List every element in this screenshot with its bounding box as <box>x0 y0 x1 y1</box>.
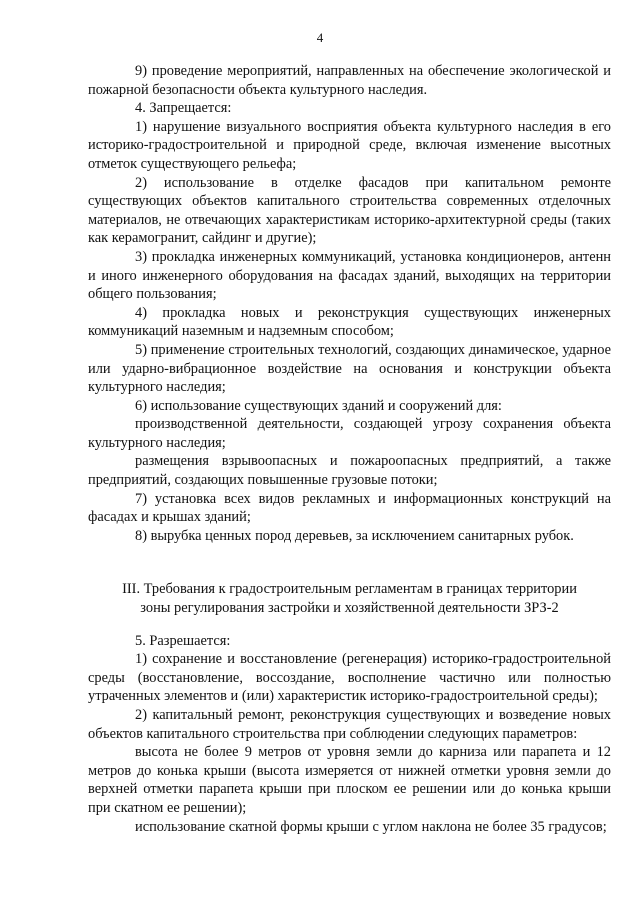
section-heading <box>88 580 611 617</box>
paragraph-prohibited-8: 8) вырубка ценных пород деревьев, за исключением санитарных рубок. <box>135 527 574 544</box>
paragraph-allowed-2: 2) капитальный ремонт, реконструкция существующих и возведение новых объектов капитального строительства при соблюдении следующих параметров: <box>88 707 611 742</box>
paragraph-prohibited-1: 1) нарушение визуального восприятия объекта культурного наследия в его историко-градостроительной и природной среде, включая изменение высотных отметок существующего рельефа; <box>88 118 611 172</box>
paragraph-prohibited-6a: производственной деятельности, создающей угрозу сохранения объекта культурного наследия; <box>88 416 611 451</box>
paragraph-item-9: 9) проведение мероприятий, направленных на обеспечение экологической и пожарной безопасности объекта культурного наследия. <box>88 63 611 98</box>
paragraph-prohibited-5: 5) применение строительных технологий, создающих динамическое, ударное или ударно-вибрационное воздействие на основания и конструкции объекта культурного наследия; <box>88 341 611 396</box>
paragraph-prohibited-6b: размещения взрывоопасных и пожароопасных предприятий, а также предприятий, создающих повышенные грузовые потоки; <box>88 453 611 489</box>
paragraph-prohibited-3: 3) прокладка инженерных коммуникаций, установка кондиционеров, антенн и иного инженерного оборудования на фасадах зданий, выходящих на территории общего пользования; <box>88 248 611 303</box>
paragraph-allowed-1: 1) сохранение и восстановление (регенерация) историко-градостроительной среды (восстановление, воссоздание, восполнение частично или полностью утраченных элементов и (или) характеристик историко-градостроительной среды); <box>88 651 611 705</box>
paragraph-prohibited-heading: 4. Запрещается: <box>135 100 232 117</box>
section-heading-line2: зоны регулирования застройки и хозяйственной деятельности ЗРЗ-2 <box>140 600 559 617</box>
paragraph-allowed-heading: 5. Разрешается: <box>135 632 231 649</box>
paragraph-prohibited-6: 6) использование существующих зданий и сооружений для: <box>135 397 502 414</box>
paragraph-prohibited-4: 4) прокладка новых и реконструкция существующих инженерных коммуникаций наземным и надземным способом; <box>88 304 611 340</box>
document-body <box>88 62 611 836</box>
paragraph-prohibited-2: 2) использование в отделке фасадов при капитальном ремонте существующих объектов капитального строительства современных отделочных материалов, не отвечающих характеристикам историко-архитектурной среды (таких как керамогранит, сайдинг и другие); <box>88 174 611 247</box>
paragraph-prohibited-7: 7) установка всех видов рекламных и информационных конструкций на фасадах и крышах зданий; <box>88 490 611 526</box>
paragraph-allowed-2a: высота не более 9 метров от уровня земли до карниза или парапета и 12 метров до конька крыши (высота измеряется от нижней отметки уровня земли до верхней отметки парапета крыши при плоском ее решении или до конька крыши при скатном ее решении); <box>88 744 611 816</box>
page-number: 4 <box>316 30 324 45</box>
section-heading-line1: III. Требования к градостроительным регламентам в границах территории <box>122 581 577 598</box>
paragraph-allowed-2b: использование скатной формы крыши с углом наклона не более 35 градусов; <box>135 818 607 835</box>
